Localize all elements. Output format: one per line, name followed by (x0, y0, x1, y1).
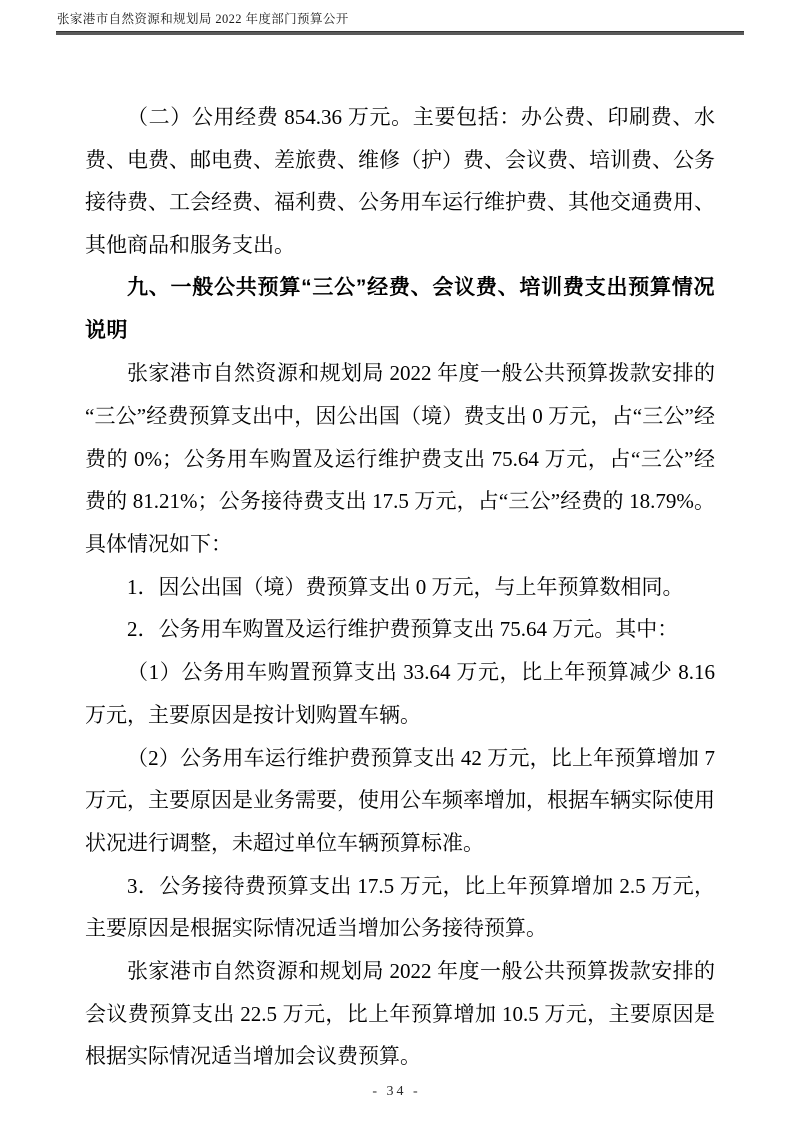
header-divider (56, 31, 744, 35)
paragraph-item-2-vehicle-expense: 2．公务用车购置及运行维护费预算支出 75.64 万元。其中： (127, 617, 679, 642)
paragraph-meeting-expense: 张家港市自然资源和规划局 2022 年度一般公共预算拨款安排的会议费预算支出 22.5 万元，比上年预算增加 10.5 万元，主要原因是根据实际情况适当增加会议费预算。 (85, 959, 715, 1069)
header-title: 张家港市自然资源和规划局 2022 年度部门预算公开 (57, 12, 349, 26)
page-header (57, 11, 349, 27)
paragraph-three-public-overview: 张家港市自然资源和规划局 2022 年度一般公共预算拨款安排的“三公”经费预算支出中，因公出国（境）费支出 0 万元，占“三公”经费的 0%；公务用车购置及运行维护费支出 75.64 万元，占“三公”经费的 81.21%；公务接待费支出 17.5 万元，占“三公”经费的 18.79%。具体情况如下： (85, 361, 715, 557)
paragraph-item-1-abroad-expense: 1．因公出国（境）费预算支出 0 万元，与上年预算数相同。 (127, 574, 684, 599)
paragraph-public-expense: （二）公用经费 854.36 万元。主要包括：办公费、印刷费、水费、电费、邮电费、差旅费、维修（护）费、会议费、培训费、公务接待费、工会经费、福利费、公务用车运行维护费、其他交通费用、其他商品和服务支出。 (85, 105, 715, 258)
document-body (85, 96, 715, 1078)
paragraph-item-3-reception-expense: 3．公务接待费预算支出 17.5 万元，比上年预算增加 2.5 万元，主要原因是根据实际情况适当增加公务接待预算。 (85, 873, 715, 941)
section-heading-nine: 九、一般公共预算“三公”经费、会议费、培训费支出预算情况说明 (85, 275, 715, 342)
paragraph-item-2-2-vehicle-maintenance: （2）公务用车运行维护费预算支出 42 万元，比上年预算增加 7 万元，主要原因是业务需要，使用公车频率增加，根据车辆实际使用状况进行调整，未超过单位车辆预算标准。 (85, 745, 715, 855)
page-number: - 34 - (372, 1084, 421, 1099)
page-footer (0, 1084, 793, 1100)
paragraph-item-2-1-vehicle-purchase: （1）公务用车购置预算支出 33.64 万元，比上年预算减少 8.16 万元，主要原因是按计划购置车辆。 (85, 660, 715, 727)
